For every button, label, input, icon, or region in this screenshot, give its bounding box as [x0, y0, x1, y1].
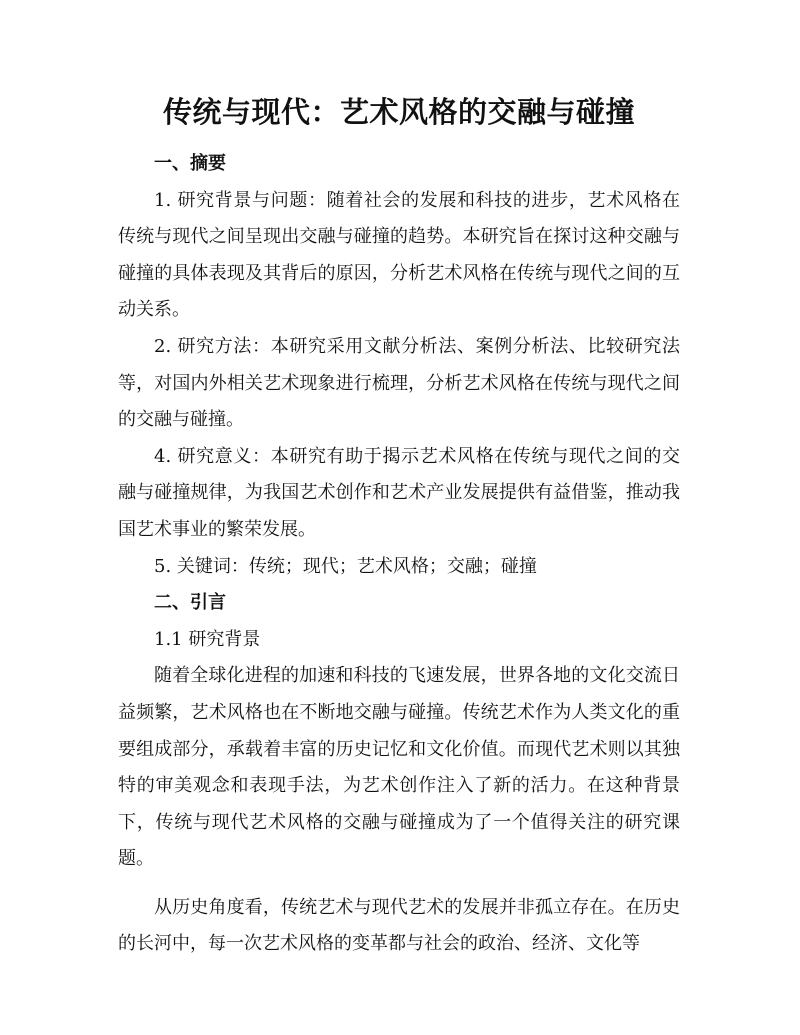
document-title: 传统与现代：艺术风格的交融与碰撞: [162, 95, 635, 129]
section-heading-introduction: 二、引言: [154, 592, 226, 614]
section-heading-abstract: 一、摘要: [154, 153, 226, 174]
abstract-item-significance: 4. 研究意义：本研究有助于揭示艺术风格在传统与现代之间的交融与碰撞规律，为我国艺术创作和艺术产业发展提供有益借鉴，推动我国艺术事业的繁荣发展。: [118, 445, 680, 540]
intro-paragraph: 随着全球化进程的加速和科技的飞速发展，世界各地的文化交流日益频繁，艺术风格也在不断地交融与碰撞。传统艺术作为人类文化的重要组成部分，承载着丰富的历史记忆和文化价值。而现代艺术则以其独特的审美观念和表现手法，为艺术创作注入了新的活力。在这种背景下，传统与现代艺术风格的交融与碰撞成为了一个值得关注的研究课题。: [118, 665, 680, 870]
intro-paragraph: 从历史角度看，传统艺术与现代艺术的发展并非孤立存在。在历史的长河中，每一次艺术风格的变革都与社会的政治、经济、文化等: [118, 896, 680, 955]
document-body: [118, 146, 680, 963]
abstract-item-background: 1. 研究背景与问题：随着社会的发展和科技的进步，艺术风格在传统与现代之间呈现出交融与碰撞的趋势。本研究旨在探讨这种交融与碰撞的具体表现及其背后的原因，分析艺术风格在传统与现代之间的互动关系。: [118, 189, 680, 321]
subsection-heading-research-background: 1.1 研究背景: [154, 628, 261, 650]
abstract-item-keywords: 5. 关键词：传统；现代；艺术风格；交融；碰撞: [154, 555, 537, 577]
abstract-item-methods: 2. 研究方法：本研究采用文献分析法、案例分析法、比较研究法等，对国内外相关艺术现象进行梳理，分析艺术风格在传统与现代之间的交融与碰撞。: [118, 335, 680, 431]
